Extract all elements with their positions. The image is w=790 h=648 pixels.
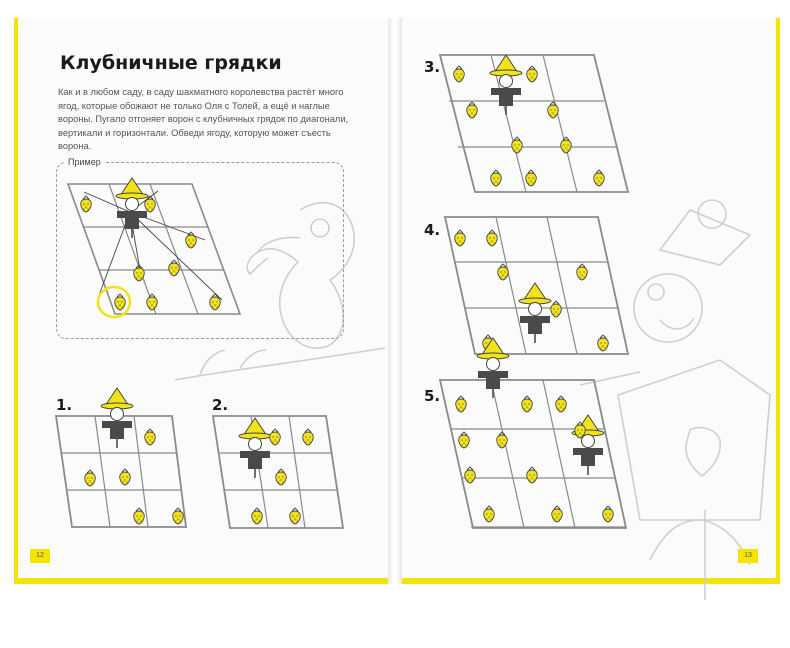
grid-task-4[interactable] (445, 217, 628, 354)
grid-task-3[interactable] (440, 55, 628, 192)
task-number-5: 5. (424, 387, 441, 405)
task-number-2: 2. (212, 396, 229, 414)
task-number-3: 3. (424, 58, 441, 76)
page-number-right: 13 (738, 549, 758, 563)
task-number-1: 1. (56, 396, 73, 414)
intro-text: Как и в любом саду, в саду шахматного королевства растёт много ягод, которые обожают не только Оля с Толей, а ещё и наглые вороны. Пугало отгоняет ворон с клубничных грядок по диагонали, вертикали и горизонтали. Обведи ягоду, которую может съесть ворона. (58, 87, 349, 152)
page-title: Клубничные грядки (60, 52, 282, 74)
grid-task-2[interactable] (213, 416, 343, 528)
task-number-4: 4. (424, 221, 441, 239)
page-number-left: 12 (30, 549, 50, 563)
example-frame (56, 162, 344, 339)
scarecrow-sketch (580, 200, 770, 600)
example-label: Пример (64, 157, 105, 167)
grid-task-5[interactable] (440, 338, 626, 528)
grid-task-1[interactable] (56, 388, 186, 527)
